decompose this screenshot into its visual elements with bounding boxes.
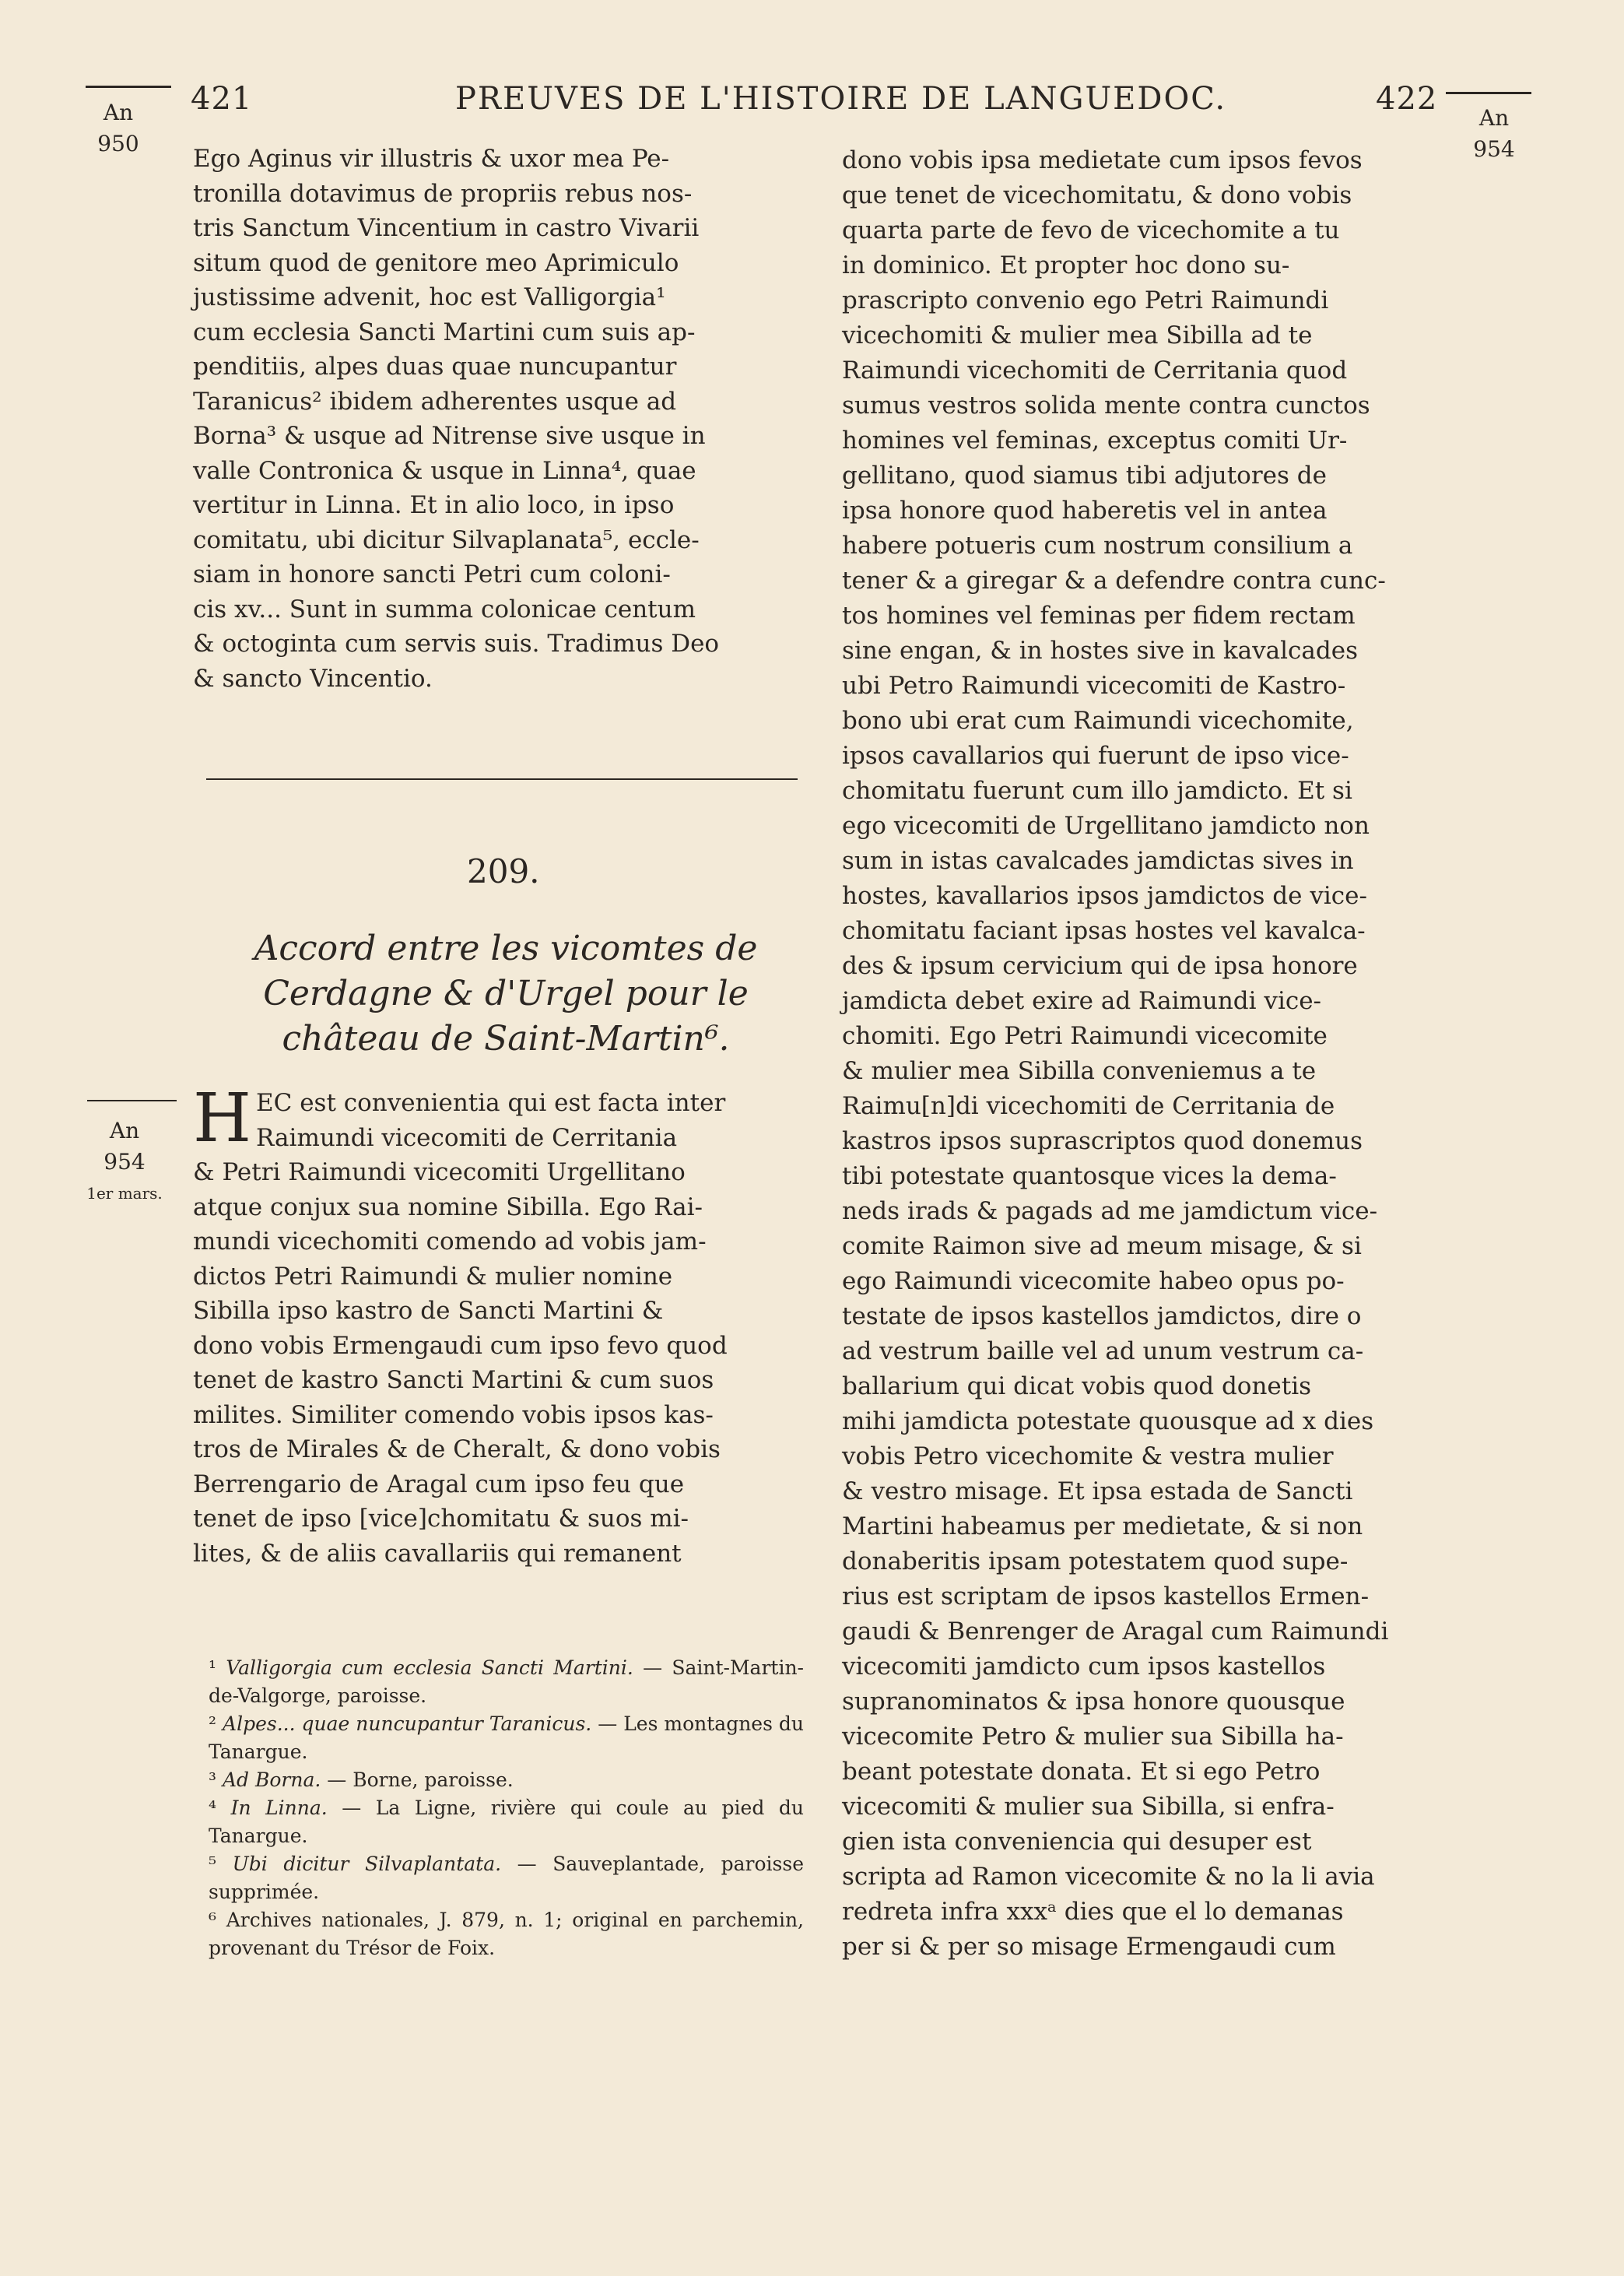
right-column-text: dono vobis ipsa medietate cum ipsos fevos que tenet de vicechomitatu, & dono vobis quarta parte de fevo de vicechomite a tu in dominico. Et propter hoc dono su- prascripto convenio ego Petri Raimundi vicechomiti & mulier mea Sibilla ad te Raimundi vicechomiti de Cerritania quod sumus vestros solida mente contra cunctos homines vel feminas, exceptus comiti Ur- gellitano, quod siamus tibi adjutores de ipsa honore quod haberetis vel in antea habere potueris cum nostrum consilium a tener & a giregar & a defendre contra cunc- tos homines vel feminas per fidem rectam sine engan, & in hostes sive in kavalcades ubi Petro Raimundi vicecomiti de Kastro- bono ubi erat cum Raimundi vicechomite, ipsos cavallarios qui fuerunt de ipso vice- chomitatu fuerunt cum illo jamdicto. Et si ego vicecomiti de Urgellitano jamdicto non sum in istas cavalcades jamdictas sives in hostes, kavallarios ipsos jamdictos de vice- chomitatu faciant ipsas hostes vel kavalca- des & ipsum cervicium qui de ipsa honore jamdicta debet exire ad Raimundi vice- chomiti. Ego Petri Raimundi vicecomite & mulier mea Sibilla conveniemus a te Raimu[n]di vicechomiti de Cerritania de kastros ipsos suprascriptos quod donemus tibi potestate quantosque vices la dema- neds irads & pagads ad me jamdictum vice- comite Raimon sive ad meum misage, & si ego Raimundi vicecomite habeo opus po- testate de ipsos kastellos jamdictos, dire o ad vestrum baille vel ad unum vestrum ca- ballarium qui dicat vobis quod donetis mihi jamdicta potestate quousque ad x dies vobis Petro vicechomite & vestra mulier & vestro misage. Et ipsa estada de Sancti Martini habeamus per medietate, & si non donaberitis ipsam potestatem quod supe- rius est scriptam de ipsos kastellos Ermen- gaudi & Benrenger de Aragal cum Raimundi vicecomiti jamdicto cum ipsos kastellos supranominatos & ipsa honore quousque vicecomite Petro & mulier sua Sibilla ha- beant potestate donata. Et si ego Petro vicecomiti & mulier sua Sibilla, si enfra- gien ista conveniencia qui desuper est scripta ad Ramon vicecomite & no la li avia redreta infra xxxᵃ dies que el lo demanas per si & per so misage Ermengaudi cum	[842, 146, 1389, 1961]
section-divider	[206, 778, 798, 780]
running-title: PREUVES DE L'HISTOIRE DE LANGUEDOC.	[455, 81, 1227, 117]
header-rule-left	[86, 86, 171, 88]
footnote-2: ² Alpes... quae nuncupantur Taranicus. — Les montagnes du Tanargue.	[209, 1712, 804, 1763]
drop-cap: H	[193, 1080, 251, 1157]
header-rule-right	[1446, 92, 1531, 94]
margin-rule-left-mid	[87, 1100, 177, 1101]
footnote-4: ⁴ In Linna. — La Ligne, rivière qui coule au pied du Tanargue.	[209, 1797, 804, 1847]
document-number: 209.	[467, 852, 540, 890]
footnotes	[209, 1654, 804, 1962]
page-number-right: 422	[1376, 81, 1438, 117]
footnote-3: ³ Ad Borna. — Borne, paroisse.	[209, 1768, 514, 1791]
margin-year-right-top: An 954	[1473, 105, 1515, 162]
document-title: Accord entre les vicomtes de Cerdagne & d'Urgel pour le château de Saint-Martin⁶.	[254, 929, 758, 1059]
margin-year-left-mid: An 954 1er mars.	[86, 1118, 163, 1203]
page-number-left: 421	[191, 81, 253, 117]
charter-text: H EC est convenientia qui est facta inter Raimundi vicecomiti de Cerritania & Petri Raimundi vicecomiti Urgellitano atque conjux sua nomine Sibilla. Ego Rai- mundi vicechomiti comendo ad vobis jam- dictos Petri Raimundi & mulier nomine Sibilla ipso kastro de Sancti Martini & dono vobis Ermengaudi cum ipso fevo quod tenet de kastro Sancti Martini & cum suos milites. Similiter comendo vobis ipsos kas- tros de Mirales & de Cheralt, & dono vobis Berrengario de Aragal cum ipso feu que tenet de ipso [vice]chomitatu & suos mi- lites, & de aliis cavallariis qui remanent	[193, 1080, 728, 1568]
margin-year-left-top: An 950	[97, 100, 139, 156]
footnote-6: ⁶ Archives nationales, J. 879, n. 1; original en parchemin, provenant du Trésor de Foix.	[209, 1909, 804, 1959]
footnote-1: ¹ Valligorgia cum ecclesia Sancti Martini. — Saint-Martin-de-Valgorge, paroisse.	[209, 1656, 804, 1707]
footnote-5: ⁵ Ubi dicitur Silvaplantata. — Sauveplantade, paroisse supprimée.	[209, 1853, 805, 1903]
left-opening-text: Ego Aginus vir illustris & uxor mea Pe- tronilla dotavimus de propriis rebus nos- tris Sanctum Vincentium in castro Vivarii situm quod de genitore meo Aprimiculo justissime advenit, hoc est Valligorgia¹ cum ecclesia Sancti Martini cum suis ap- penditiis, alpes duas quae nuncupantur Taranicus² ibidem adherentes usque ad Borna³ & usque ad Nitrense sive usque in valle Contronica & usque in Linna⁴, quae vertitur in Linna. Et in alio loco, in ipso comitatu, ubi dicitur Silvaplanata⁵, eccle- siam in honore sancti Petri cum coloni- cis xv... Sunt in summa colonicae centum & octoginta cum servis suis. Tradimus Deo & sancto Vincentio.	[193, 145, 720, 693]
